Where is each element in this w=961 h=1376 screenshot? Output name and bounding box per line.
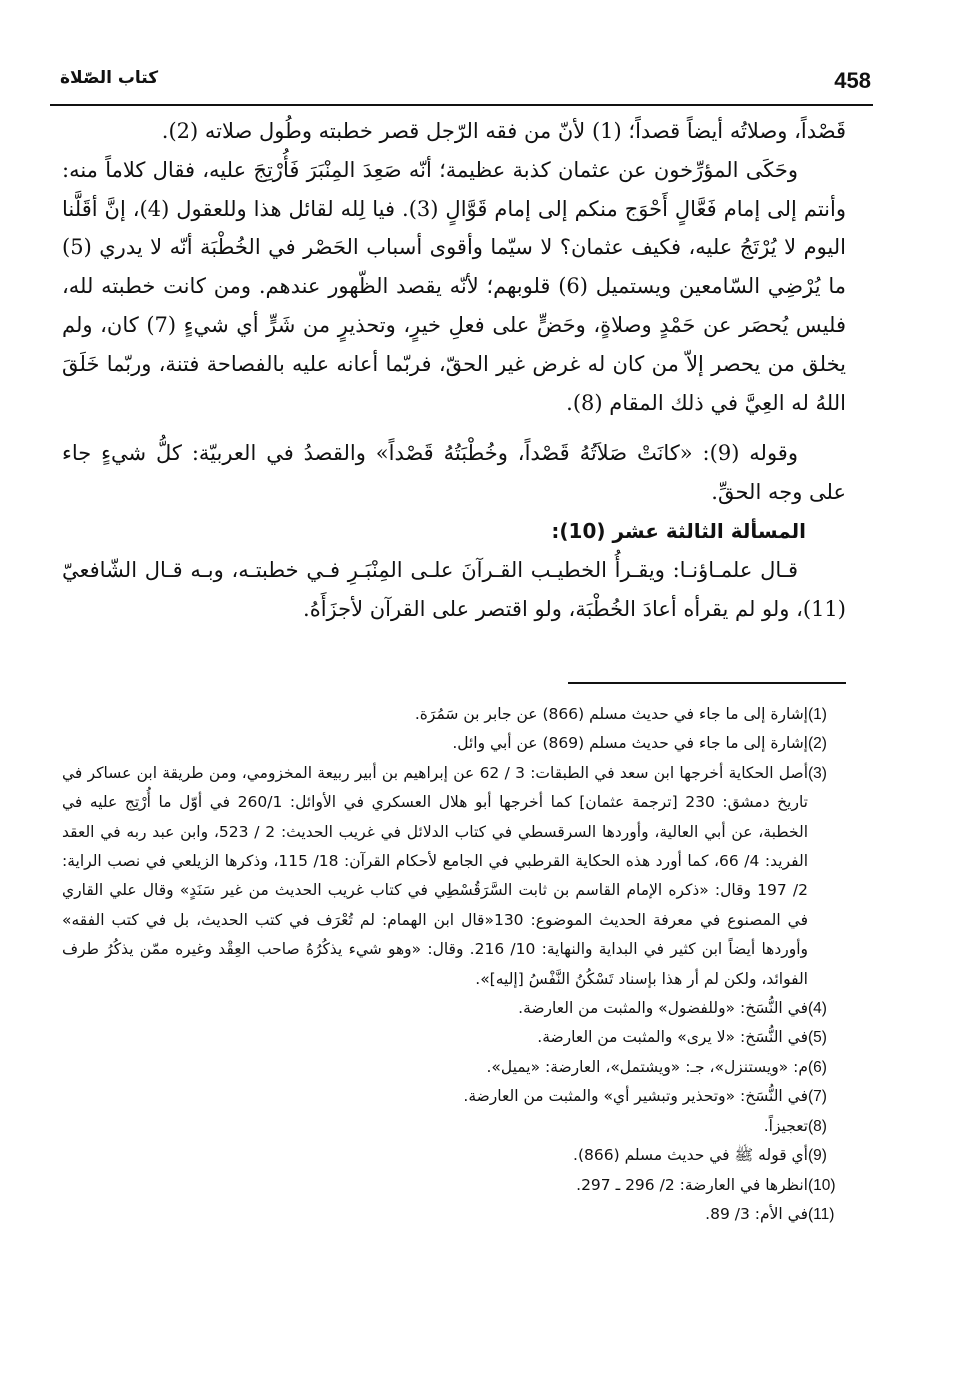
footnote-item: [62, 1200, 846, 1229]
paragraph-2: وحَكَى المؤرِّخون عن عثمان كذبة عظيمة؛ أنّه صَعِدَ المِنْبَرَ فَأُرْتِجَ عليه، فقال كلاماً منه: وأنتم إلى إمام فَعَّالٍ أَحْوَج منكم إلى إمام قَوَّالٍ (3). فيا لِله لقائل هذا وللعقول (4)، إنَّ أقَلَّنا اليوم لا يُرْتَجُ عليه، فكيف عثمان؟ لا سيّما وأقوى أسباب الحَصْر في الخُطْبَة أنّه لا يدري (5) ما يُرْضِي السّامعين ويستميل (6) قلوبهم؛ لأنّه يقصد الظّهور عندهم. ومن كانت خطبته لله، فليس يُحصَر عن حَمْدٍ وصلاةٍ، وحَضٍّ على فعلِ خيرٍ، وتحذيرٍ من شَرٍّ أي شيءٍ (7) كان، ولم يخلق من يحصر إلاّ من كان له غرض غير الحقّ، فربّما أعانه عليه بالفصاحة فتنة، وربّما خَلَقَ اللهُ له العِيَّ في ذلك المقام (8).: [62, 157, 847, 415]
footnote-text: م: «ويستنزل»، جـ: «ويشتمل»، العارضة: «يميل».: [486, 1057, 808, 1076]
footnote-number: (6): [808, 1058, 827, 1076]
footnote-number: (5): [808, 1029, 827, 1047]
footnote-text: إشارة إلى ما جاء في حديث مسلم (866) عن جابر بن سَمُرَة.: [414, 705, 808, 723]
footnote-item: [62, 1112, 846, 1141]
paragraph-3: وقوله (9): «كانَتْ صَلاَتُهُ قَصْداً، وخُطْبَتُهُ قَصْداً» والقصدُ في العربيّة: كلُّ شيءٍ جاء على وجه الحقِّ.: [62, 441, 846, 505]
footnote-text: أي قوله ﷺ في حديث مسلم (866).: [573, 1146, 808, 1165]
main-text: [62, 112, 846, 628]
footnote-item: [62, 994, 846, 1023]
footnote-text: أصل الحكاية أخرجها ابن سعد في الطبقات: 3 / 62 عن إبراهيم بن أبير ربيعة المخزومي، ومن طريقة ابن عساكر في تاريخ دمشق: 230 [ترجمة عثمان] كما أخرجها أبو هلال العسكري في الأوائل: 260/1 في أوّل ما أُرْتِج عليه في الخطبة، عن أبي العالية، وأوردها السرقسطي في كتاب الدلائل في غريب الحديث: 2 / 523، وابن عبد ربه في العقد الفريد: 4/ 66، كما أورد هذه الحكاية القرطبي في الجامع لأحكام القرآن: 18/ 115، وذكرها الزيلعي في نصب الراية: 2/ 197 وقال: «ذكره الإمام القاسم بن ثابت السَّرَقُسْطِي في كتاب غريب الحديث من غير سَنَدٍ» وقال علي القاري في المصنوع في معرفة الحديث الموضوع: 130«قال ابن الهمام: لم تُعْرَف في كتب الحديث، بل في كتب الفقه» وأوردها أيضاً ابن كثير في البداية والنهاية: 10/ 216. وقال: «وهو شيء يذكُرُهُ صاحب العِقْد وغيره ممّن يذكُرُ طرف الفوائد، ولكن لم أر هذا بإسناد تَسْكُنُ النَّفْسُ [إليه]».: [62, 763, 809, 988]
footnote-text: إشارة إلى ما جاء في حديث مسلم (869) عن أبي وائل.: [452, 734, 808, 753]
footnote-item: [62, 759, 846, 994]
footnote-text: تعجيزاً.: [763, 1116, 808, 1135]
footnote-rule: [568, 682, 846, 684]
footnote-item: [62, 1141, 846, 1170]
section-heading: المسألة الثالثة عشر (10):: [551, 518, 806, 543]
running-title: كتاب الصّلاة: [60, 68, 159, 88]
footnote-number: (7): [808, 1088, 827, 1106]
closing-paragraph: قـال علمـاؤنـا: ويقـرأُ الخطيـب القـرآنَ علـى المِنْبَـرِ فـي خطبتـه، وبـه قـال الشّافعيّ (11)، ولو لم يقرأه أعادَ الخُطْبَة، ولو اقتصر على القرآن لأجزَأَهُ.: [62, 557, 846, 621]
page-number: 458: [834, 68, 871, 93]
footnote-number: (4): [808, 1000, 827, 1018]
footnote-item: [62, 1023, 846, 1052]
footnote-number: (2): [808, 735, 827, 753]
footnote-item: [62, 729, 846, 758]
footnote-number: (1): [808, 706, 827, 723]
footnote-text: في الأم: 3/ 89.: [705, 1204, 808, 1223]
footnote-text: في النُّسَخ: «لا يرى» والمثبت من العارضة.: [537, 1028, 808, 1047]
footnotes: [62, 700, 846, 1229]
footnote-number: (9): [808, 1147, 827, 1165]
page-header: [60, 62, 871, 102]
footnote-number: (11): [808, 1205, 835, 1223]
footnote-text: انظرها في العارضة: 2/ 296 ـ 297.: [576, 1175, 808, 1194]
footnote-text: في النُّسَخ: «وللفضول» والمثبت من العارضة.: [518, 999, 808, 1018]
footnote-number: (10): [808, 1176, 836, 1194]
footnote-item: [62, 1082, 846, 1111]
footnote-item: [62, 1053, 846, 1082]
footnote-number: (3): [808, 764, 827, 782]
footnote-text: في النُّسَخ: «وتحذير وتبشير أي» والمثبت من العارضة.: [463, 1087, 808, 1106]
paragraph-1: قَصْداً، وصلاتُه أيضاً قصداً؛ (1) لأنّ من فقه الرّجل قصر خطبته وطُول صلاته (2).: [161, 119, 846, 143]
footnote-number: (8): [808, 1117, 827, 1135]
footnote-item: [62, 700, 846, 729]
header-rule: [50, 104, 873, 106]
footnote-item: [62, 1171, 846, 1200]
